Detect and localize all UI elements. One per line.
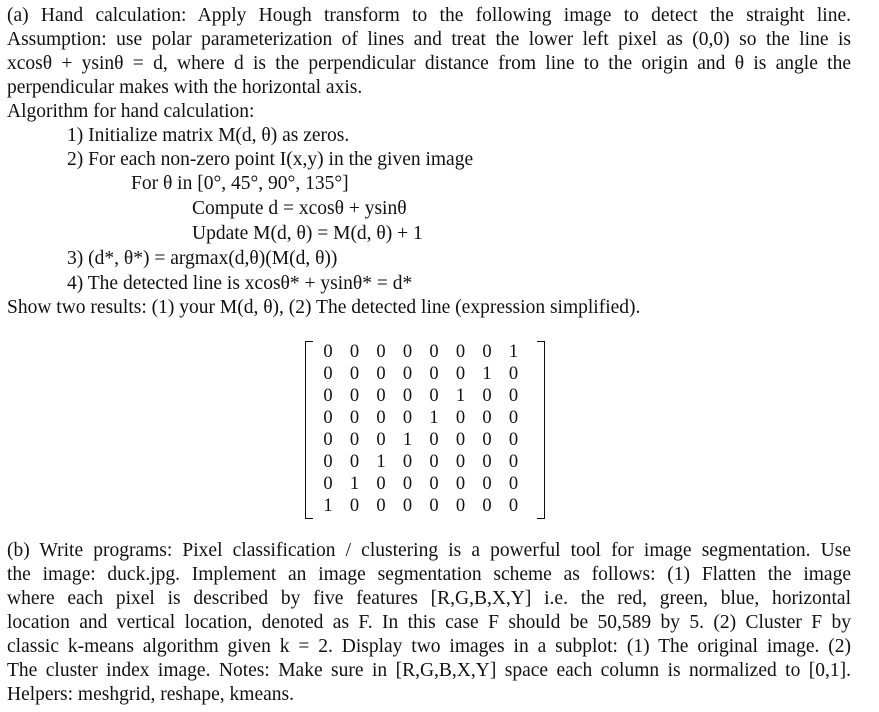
matrix-cell: 0 — [349, 496, 360, 516]
matrix-cell: 0 — [455, 496, 466, 516]
matrix-cell: 0 — [508, 452, 519, 472]
matrix-cell: 1 — [482, 364, 492, 384]
matrix-cell: 0 — [349, 408, 360, 428]
matrix-row — [317, 495, 537, 517]
matrix-row — [317, 363, 537, 385]
part-a-line-3: xcosθ + ysinθ = d, where d is the perpendicular distance from line to the origin and θ is angle the — [7, 53, 851, 74]
matrix-cell: 0 — [455, 342, 466, 362]
matrix-cell: 0 — [508, 364, 519, 384]
matrix-cell: 0 — [429, 386, 439, 406]
matrix-left-bracket — [305, 341, 313, 519]
part-b-line-3: where each pixel is described by five features [R,G,B,X,Y] i.e. the red, green, blue, horizontal — [7, 588, 851, 609]
matrix-cell: 1 — [323, 496, 333, 516]
matrix-cell: 0 — [429, 452, 439, 472]
matrix-cell: 0 — [455, 408, 466, 428]
part-b-line-7: Helpers: meshgrid, reshape, kmeans. — [7, 684, 294, 705]
matrix-cell: 0 — [349, 364, 360, 384]
step-2: 2) For each non-zero point I(x,y) in the given image — [67, 149, 474, 170]
matrix-cell: 0 — [376, 474, 386, 494]
part-b-line-1: (b) Write programs: Pixel classification / clustering is a powerful tool for image segmentation. Use — [7, 540, 851, 561]
matrix-cell: 1 — [455, 386, 466, 406]
matrix-cell: 0 — [455, 452, 466, 472]
matrix-cell: 0 — [508, 496, 519, 516]
matrix-cell: 1 — [508, 342, 519, 362]
part-a-line-1: (a) Hand calculation: Apply Hough transform to the following image to detect the straight line. — [7, 5, 851, 26]
part-b-line-4: location and vertical location, denoted as F. In this case F should be 50,589 by 5. (2) Cluster F by — [7, 612, 851, 633]
matrix-cell: 1 — [349, 474, 360, 494]
matrix-cell: 0 — [402, 452, 413, 472]
matrix-cell: 0 — [376, 342, 386, 362]
part-b-line-5: classic k-means algorithm given k = 2. Display two images in a subplot: (1) The original image. (2) — [7, 636, 851, 657]
matrix-cell: 0 — [376, 408, 386, 428]
matrix-cell: 0 — [482, 496, 492, 516]
matrix-row — [317, 429, 537, 451]
matrix-cell: 0 — [455, 364, 466, 384]
matrix-row — [317, 407, 537, 429]
matrix-cell: 0 — [402, 386, 413, 406]
matrix-row — [317, 385, 537, 407]
part-b-line-2: the image: duck.jpg. Implement an image segmentation scheme as follows: (1) Flatten the image — [7, 564, 851, 585]
matrix-cell: 0 — [323, 452, 333, 472]
matrix-cell: 0 — [376, 364, 386, 384]
step-3: 3) (d*, θ*) = argmax(d,θ)(M(d, θ)) — [67, 248, 338, 269]
matrix-cell: 0 — [508, 408, 519, 428]
matrix-cell: 0 — [482, 430, 492, 450]
matrix-cell: 0 — [508, 474, 519, 494]
matrix-row — [317, 341, 537, 363]
matrix-cell: 0 — [482, 474, 492, 494]
matrix-cell: 0 — [402, 496, 413, 516]
matrix-cell: 0 — [429, 342, 439, 362]
matrix-cell: 1 — [376, 452, 386, 472]
matrix-cell: 1 — [402, 430, 413, 450]
matrix-row — [317, 451, 537, 473]
matrix-cell: 0 — [323, 474, 333, 494]
part-a-line-4: perpendicular makes with the horizontal axis. — [7, 77, 363, 98]
matrix-cell: 0 — [429, 364, 439, 384]
matrix-cell: 0 — [376, 496, 386, 516]
matrix-cell: 1 — [429, 408, 439, 428]
matrix-cell: 0 — [323, 342, 333, 362]
matrix-row — [317, 473, 537, 495]
step-1: 1) Initialize matrix M(d, θ) as zeros. — [67, 125, 350, 146]
matrix-cell: 0 — [323, 386, 333, 406]
matrix-cell: 0 — [482, 408, 492, 428]
matrix-cell: 0 — [349, 430, 360, 450]
matrix-right-bracket — [537, 341, 545, 519]
matrix-cell: 0 — [376, 386, 386, 406]
part-a-line-2: Assumption: use polar parameterization of lines and treat the lower left pixel as (0,0) so the line is — [7, 29, 851, 50]
matrix-cell: 0 — [508, 386, 519, 406]
step-2-update-m: Update M(d, θ) = M(d, θ) + 1 — [192, 223, 423, 244]
matrix-cell: 0 — [349, 386, 360, 406]
part-b-line-6: The cluster index image. Notes: Make sure in [R,G,B,X,Y] space each column is normalized to [0,1]. — [7, 660, 851, 681]
matrix-cell: 0 — [402, 408, 413, 428]
matrix-cell: 0 — [402, 342, 413, 362]
matrix-cell: 0 — [455, 430, 466, 450]
step-4: 4) The detected line is xcosθ* + ysinθ* = d* — [67, 273, 413, 294]
matrix-cell: 0 — [402, 364, 413, 384]
matrix-cell: 0 — [429, 474, 439, 494]
matrix-cell: 0 — [323, 364, 333, 384]
matrix-cell: 0 — [349, 342, 360, 362]
matrix-cell: 0 — [482, 386, 492, 406]
image-matrix — [305, 341, 545, 519]
step-2-compute-d: Compute d = xcosθ + ysinθ — [192, 198, 407, 219]
matrix-cell: 0 — [349, 452, 360, 472]
matrix-cell: 0 — [376, 430, 386, 450]
matrix-cell: 0 — [429, 430, 439, 450]
show-results: Show two results: (1) your M(d, θ), (2) The detected line (expression simplified). — [7, 297, 641, 318]
matrix-cell: 0 — [508, 430, 519, 450]
algorithm-heading: Algorithm for hand calculation: — [7, 101, 255, 122]
matrix-cell: 0 — [455, 474, 466, 494]
matrix-cell: 0 — [429, 496, 439, 516]
matrix-cell: 0 — [402, 474, 413, 494]
matrix-cell: 0 — [323, 408, 333, 428]
matrix-cell: 0 — [482, 452, 492, 472]
matrix-cell: 0 — [323, 430, 333, 450]
matrix-cell: 0 — [482, 342, 492, 362]
step-2-for-theta: For θ in [0°, 45°, 90°, 135°] — [131, 173, 349, 194]
